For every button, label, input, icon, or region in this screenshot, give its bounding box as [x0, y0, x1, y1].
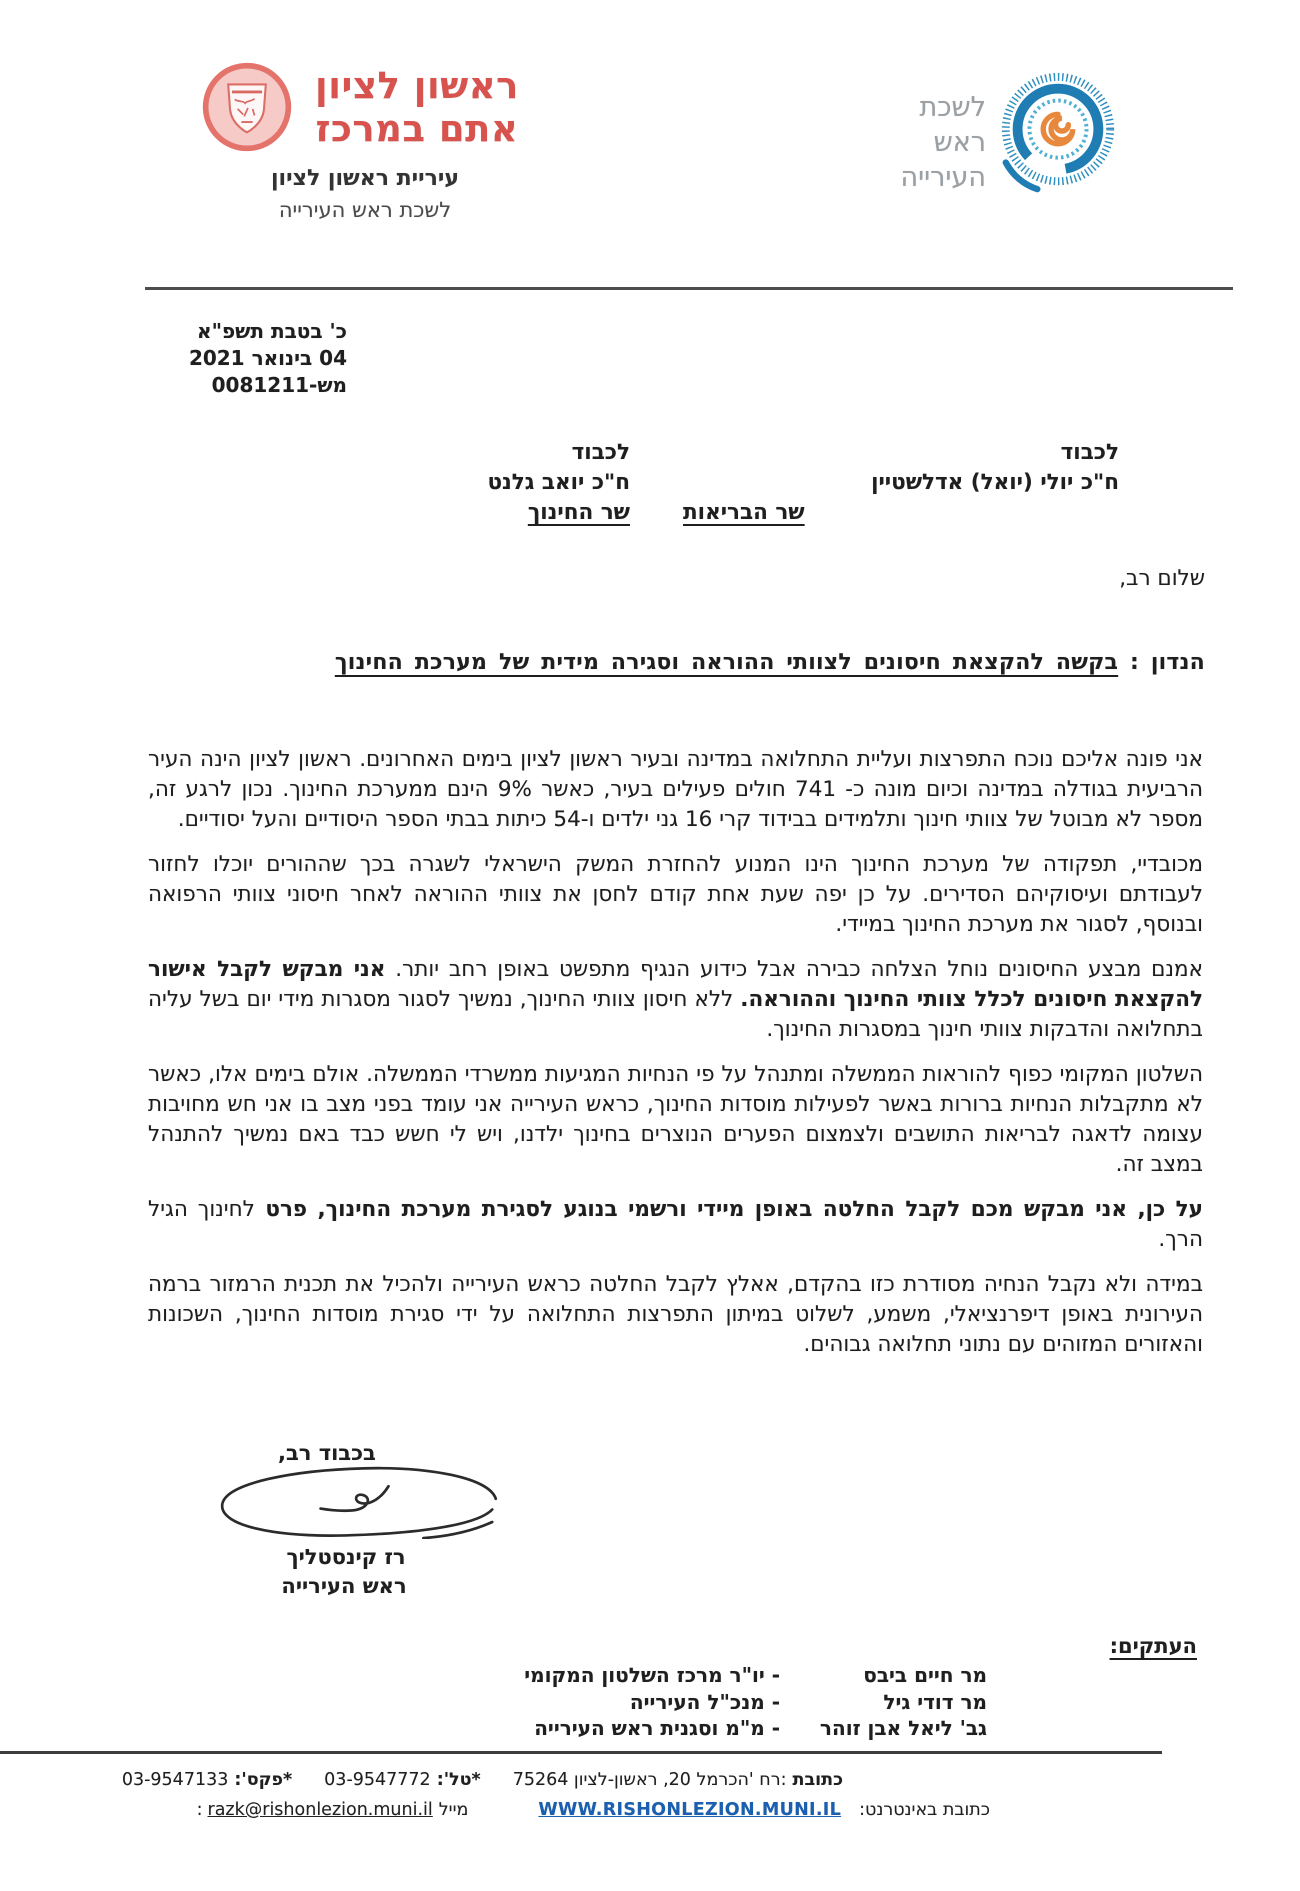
footer-fax — [122, 1770, 292, 1790]
copies-names-column — [820, 1662, 987, 1742]
body-run: לחינוך הגיל הרך. — [148, 1197, 1203, 1252]
footer-address — [513, 1770, 843, 1790]
spiral-logo-icon — [993, 68, 1121, 200]
website-link[interactable]: WWW.RISHONLEZION.MUNI.IL — [538, 1800, 842, 1820]
header-divider — [145, 287, 1233, 290]
date-block — [165, 318, 347, 399]
copy-recipient-role: - מ"מ וסגנית ראש העירייה — [534, 1716, 780, 1740]
fax-value: 03-9547133 — [121, 1770, 229, 1790]
municipality-logo — [200, 60, 530, 222]
office-logo-line3: העירייה — [900, 162, 986, 193]
recipient-health-minister — [683, 438, 1119, 528]
greeting: שלום רב, — [1119, 566, 1205, 591]
email-label: מייל — [438, 1800, 469, 1820]
logo-row — [200, 60, 530, 154]
email-link[interactable]: razk@rishonlezion.muni.il — [207, 1800, 433, 1820]
fax-label: *פקס': — [234, 1770, 293, 1790]
office-logo-text — [858, 90, 986, 195]
footer-contact-line — [122, 1770, 843, 1790]
copy-recipient-role: - מנכ"ל העירייה — [629, 1689, 780, 1714]
mayor-office-label: לשכת ראש העירייה — [278, 198, 452, 222]
gregorian-date: 04 בינואר 2021 — [188, 346, 347, 370]
body-paragraph — [148, 1270, 1203, 1360]
address-label: כתובת — [792, 1770, 843, 1790]
copy-recipient-role: - יו"ר מרכז השלטון המקומי — [524, 1663, 780, 1687]
body-paragraph — [148, 745, 1203, 835]
copy-recipient-name: מר דודי גיל — [883, 1689, 987, 1714]
footer-phone — [324, 1770, 481, 1790]
letter-body — [148, 745, 1203, 1375]
signer-name: רז קינסטליך — [286, 1545, 406, 1569]
address-value: :רח 'הכרמל 20, ראשון-לציון 75264 — [512, 1770, 787, 1790]
recipient-title: שר הבריאות — [683, 500, 805, 525]
logo-title-line1: ראשון לציון — [315, 64, 519, 107]
website-label: כתובת באינטרנט: — [859, 1800, 990, 1820]
office-logo-line2: ראש — [933, 127, 986, 158]
recipient-name: ח"כ יואב גלנט — [487, 470, 630, 495]
logo-title — [304, 64, 530, 150]
subject-text: בקשה להקצאת חיסונים לצוותי ההוראה וסגירה מידית של מערכת החינוך — [334, 650, 1119, 675]
recipient-title: שר החינוך — [527, 500, 630, 525]
closing-salutation: בכבוד רב, — [278, 1441, 376, 1465]
reference-number: מש-0081211 — [211, 373, 347, 397]
recipient-salute: לכבוד — [571, 440, 630, 465]
body-run: אני פונה אליכם נוכח התפרצות ועליית התחלואה במדינה ובעיר ראשון לציון בימים האחרונים. ראשון לציון הינה העיר הרביעית בגודלה במדינה וכיום מונה כ- 741 חולים פעילים בעיר, כאשר 9% הינם ממערכת החינוך. נכון לרגע זה, מספר לא מבוטל של צוותי חינוך ותלמידים בבידוד קרי 16 גני ילדים ו-54 כיתות בבתי הספר היסודיים והעל יסודיים. — [148, 747, 1204, 832]
logo-title-line2: אתם במרכז — [315, 107, 519, 150]
hebrew-date: כ' בטבת תשפ"א — [197, 319, 347, 343]
body-paragraph — [148, 955, 1203, 1045]
phone-label: *טל': — [436, 1770, 481, 1790]
body-run: ללא חיסון צוותי החינוך, נמשיך לסגור מסגרות מידי יום בשל עליה בתחלואה והדבקות צוותי חינוך במסגרות החינוך. — [148, 987, 1203, 1042]
recipient-name: ח"כ יולי (יואל) אדלשטיין — [871, 470, 1119, 495]
subject-line — [148, 650, 1205, 675]
copy-recipient-name: גב' ליאל אבן זוהר — [819, 1716, 987, 1740]
phone-value: 03-9547772 — [324, 1770, 431, 1790]
footer-web-line — [197, 1800, 990, 1820]
body-paragraph — [148, 850, 1203, 940]
body-run: השלטון המקומי כפוף להוראות הממשלה ומתנהל על פי הנחיות המגיעות ממשרדי הממשלה. אולם בימים אלו, כאשר לא מתקבלות הנחיות ברורות באשר לפעילות מוסדות החינוך, כראש העירייה אני עומד בפני מצב בו אני חש מחויבות עצומה לדאגה לבריאות התושבים ולצמצום הפערים הנוצרים בחינוך ילדנו, ויש לי חשש כבד באם נמשיך להתנהל במצב זה. — [148, 1062, 1203, 1177]
signature-handwritten-icon — [198, 1463, 520, 1539]
body-paragraph — [148, 1060, 1203, 1180]
recipient-education-minister — [487, 438, 630, 528]
office-logo-line1: לשכת — [919, 92, 986, 123]
body-run-bold: אני מבקש לקבל אישור להקצאת חיסונים לכלל צוותי החינוך וההוראה. — [148, 957, 1203, 1012]
body-run-bold: על כן, אני מבקש מכם לקבל החלטה באופן מיידי ורשמי בנוגע לסגירת מערכת החינוך, פרט — [254, 1197, 1203, 1222]
body-paragraph — [148, 1195, 1203, 1255]
recipient-salute: לכבוד — [1060, 440, 1119, 465]
municipality-name: עיריית ראשון לציון — [271, 166, 459, 191]
copies-title: העתקים: — [1109, 1634, 1197, 1658]
copy-recipient-name: מר חיים ביבס — [863, 1663, 987, 1687]
body-run: אמנם מבצע החיסונים נוחל הצלחה כבירה אבל כידוע הנגיף מתפשט באופן רחב יותר. — [385, 957, 1203, 982]
signer-title: ראש העירייה — [281, 1574, 407, 1598]
body-run: במידה ולא נקבל הנחיה מסודרת כזו בהקדם, אאלץ לקבל החלטה כראש העירייה ולהכיל את תכנית הרמזור ברמה העירונית באופן דיפרנציאלי, משמע, לשלוט במיתון התפרצות התחלואה על ידי סגירת מוסדות החינוך, השכונות והאזורים המזוהים עם נתוני תחלואה גבוהים. — [148, 1272, 1203, 1357]
footer-tail-colon: : — [196, 1800, 203, 1820]
subject-label: הנדון : — [1118, 650, 1205, 675]
body-run: מכובדיי, תפקודה של מערכת החינוך הינו המנוע להחזרת המשק הישראלי לשגרה בכך שההורים יוכלו לחזור לעבודתם ועיסוקיהם הסדירים. על כן יפה שעת אחת קודם לחסן את צוותי ההוראה לאחר חיסוני צוותי הרפואה ובנוסף, לסגור את מערכת החינוך במיידי. — [148, 852, 1203, 937]
copies-roles-column — [524, 1662, 780, 1742]
footer-divider — [0, 1751, 1162, 1754]
city-crest-icon — [200, 60, 294, 154]
